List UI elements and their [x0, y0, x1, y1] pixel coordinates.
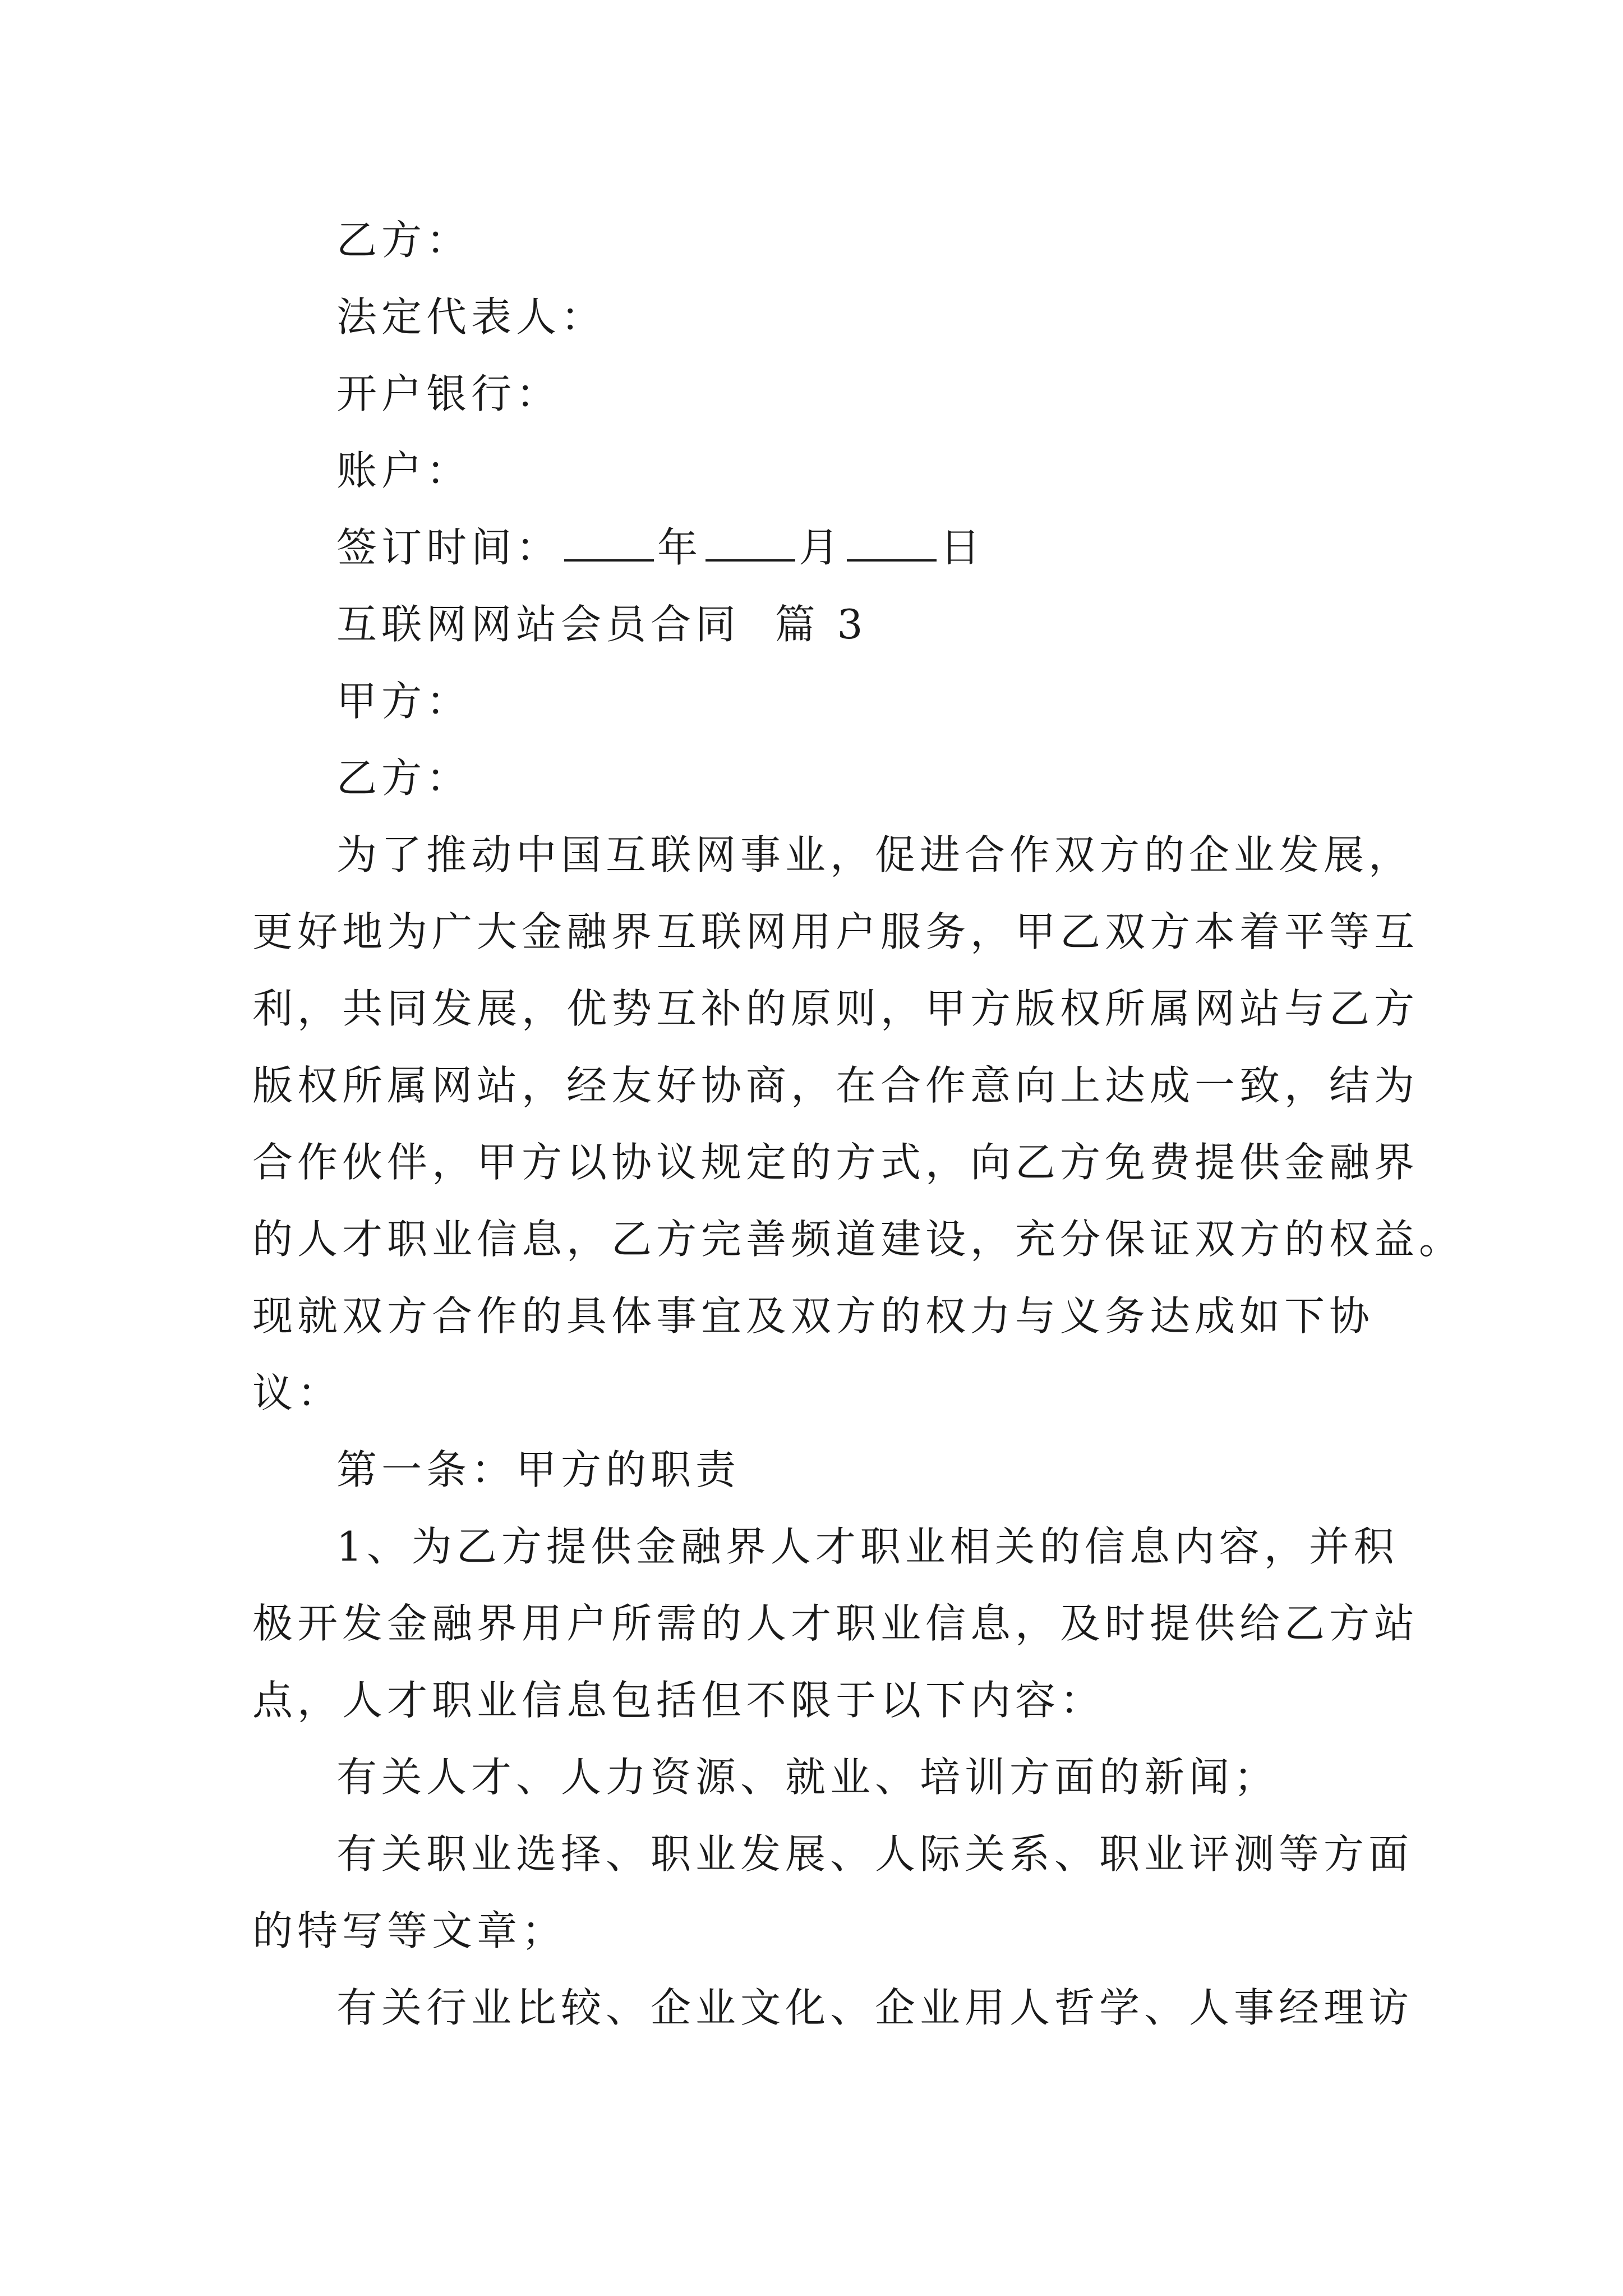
- party-b-label: 乙方：: [336, 217, 472, 264]
- content-item-features-cont: 的特写等文章；: [252, 1907, 567, 1954]
- preamble-line: 议：: [252, 1369, 343, 1416]
- account-label: 账户：: [336, 447, 472, 494]
- preamble-line: 的人才职业信息，乙方完善频道建设，充分保证双方的权益。: [252, 1216, 1464, 1263]
- preamble-line: 更好地为广大金融界互联网用户服务，甲乙双方本着平等互: [252, 908, 1419, 955]
- bank-label: 开户银行：: [336, 370, 561, 417]
- article-1-title: 第一条：甲方的职责: [336, 1446, 741, 1493]
- sign-time-label: 签订时间：: [336, 524, 561, 571]
- preamble-line: 版权所属网站，经友好协商，在合作意向上达成一致，结为: [252, 1062, 1419, 1109]
- content-item-industry: 有关行业比较、企业文化、企业用人哲学、人事经理访: [336, 1984, 1414, 2031]
- preamble-line: 合作伙伴，甲方以协议规定的方式，向乙方免费提供金融界: [252, 1139, 1419, 1186]
- sign-time-line: [336, 519, 1458, 576]
- preamble-line: 为了推动中国互联网事业，促进合作双方的企业发展，: [336, 831, 1414, 878]
- month-label: 月: [799, 524, 844, 571]
- article-1-item-1-line: 1、为乙方提供金融界人才职业相关的信息内容，并积: [336, 1523, 1399, 1570]
- year-blank: [564, 522, 654, 562]
- party-a-label: 甲方：: [336, 678, 472, 725]
- preamble-line: 利，共同发展，优势互补的原则，甲方版权所属网站与乙方: [252, 985, 1419, 1032]
- day-label: 日: [940, 524, 985, 571]
- legal-representative-label: 法定代表人：: [336, 293, 606, 341]
- section-title: 互联网网站会员合同 篇 3: [336, 601, 868, 648]
- article-1-item-1-line: 点，人才职业信息包括但不限于以下内容：: [252, 1677, 1105, 1724]
- article-1-item-1-line: 极开发金融界用户所需的人才职业信息，及时提供给乙方站: [252, 1600, 1419, 1647]
- preamble-line: 现就双方合作的具体事宜及双方的权力与义务达成如下协: [252, 1292, 1375, 1340]
- day-blank: [847, 522, 937, 562]
- month-blank: [706, 522, 795, 562]
- content-item-news: 有关人才、人力资源、就业、培训方面的新闻；: [336, 1754, 1279, 1801]
- content-item-features: 有关职业选择、职业发展、人际关系、职业评测等方面: [336, 1830, 1414, 1878]
- year-label: 年: [657, 524, 703, 571]
- party-b-label-2: 乙方：: [336, 754, 472, 802]
